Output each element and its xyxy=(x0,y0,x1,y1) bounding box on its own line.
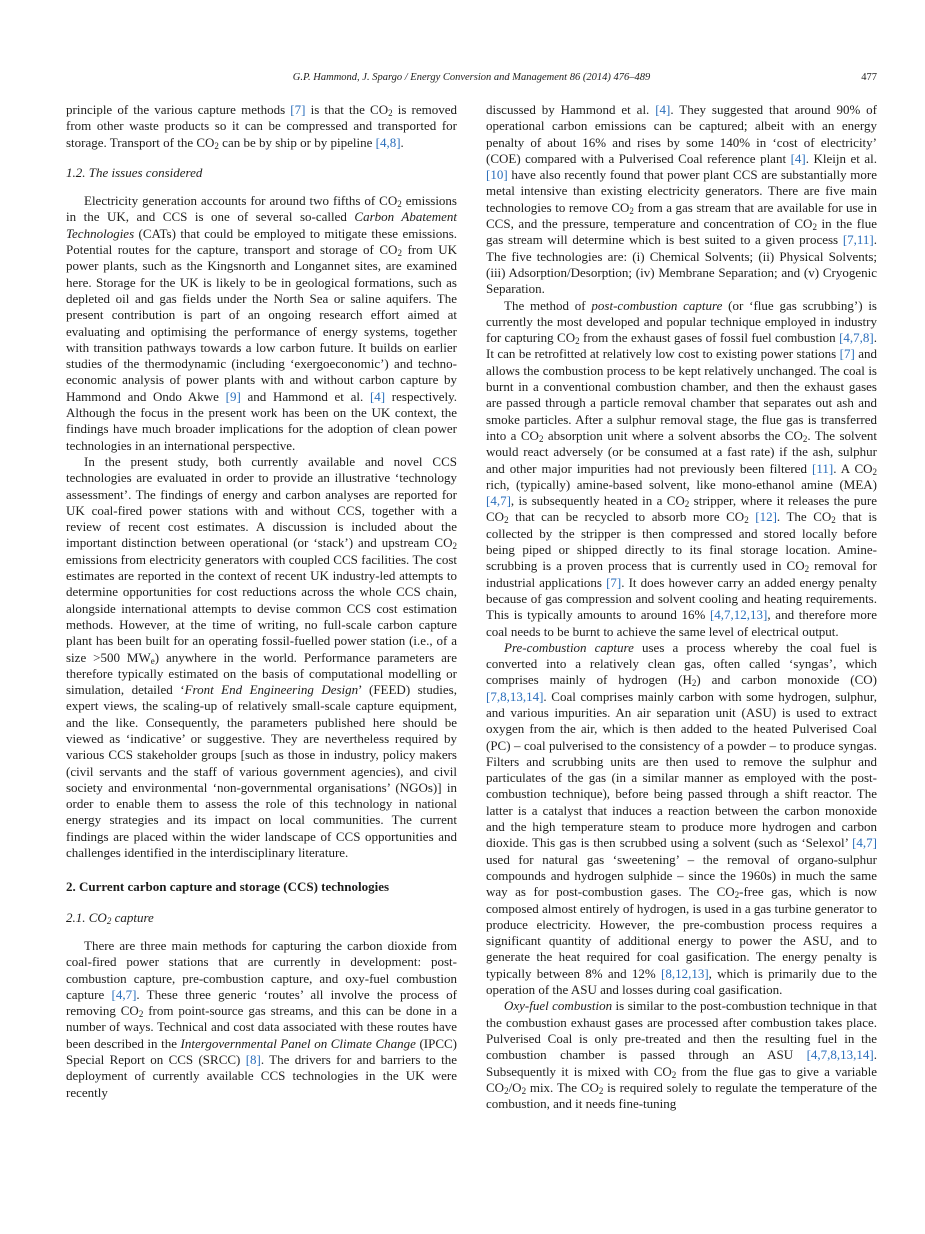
page-number: 477 xyxy=(861,72,877,83)
paragraph: There are three main methods for capturing the carbon dioxide from coal-fired power stations that are currently in development: post-combustion capture, pre-combustion capture, and oxy-fuel combustion capture [4,7]. These three generic ‘routes’ all involve the process of removing $CO_2$ from point-source gas streams, and this can be done in a number of ways. Technical and cost data associated with these routes have been described in the Intergovernmental Panel on Climate Change (IPCC) Special Report on CCS (SRCC) [8]. The drivers for and barriers to the deployment of currently available CCS technologies in the UK were recently xyxy=(66,937,458,1100)
paragraph: Oxy-fuel combustion is similar to the post-combustion technique in that the combustion exhaust gases are processed after combustion takes place. Pulverised Coal is only pre-treated and then the resulting fuel in the combustion chamber is passed through an ASU [4,7,8,13,14]. Subsequently it is mixed with $CO_2$ from the flue gas to give a variable $CO_2/O_2$ mix. The $CO_2$ is required solely to regulate the temperature of the combustion, and it needs fine-tuning xyxy=(486,998,877,1112)
section-heading-1-2: 1.2. The issues considered xyxy=(66,164,203,180)
paragraph: Electricity generation accounts for around two fifths of $CO_2$ emissions in the UK, and CCS is one of several so-called Carbon Abatement Technologies (CATs) that could be employed to mitigate these emissions. Potential routes for the capture, transport and storage of $CO_2$ from UK power plants, such as the Kingsnorth and Longannet sites, are examined here. Storage for the UK is likely to be in geological formations, such as depleted oil and gas fields under the North Sea or saline aquifers. The present contribution is part of an ongoing research effort aimed at evaluating and optimising the performance of energy systems, together with transition pathways towards a low carbon future. It builds on earlier studies of the thermodynamic (including ‘exergoeconomic’) and techno-economic analysis of power plants with and without carbon capture by Hammond and Ondo Akwe [9] and Hammond et al. [4] respectively. Although the focus in the present work has been on the UK context, the findings have much broader implications for the adoption of clean power technologies in an international perspective. xyxy=(66,193,458,453)
citation-link[interactable]: [9] xyxy=(225,388,241,404)
citation-link[interactable]: [4,7,8,13,14] xyxy=(806,1047,874,1063)
citation-link[interactable]: [4,8] xyxy=(375,134,401,150)
left-column xyxy=(66,102,457,1101)
running-head-text: G.P. Hammond, J. Spargo / Energy Conversion and Management 86 (2014) 476–489 xyxy=(292,72,651,83)
right-column xyxy=(486,102,877,1112)
citation-link[interactable]: [7,8,13,14] xyxy=(486,688,544,704)
citation-link[interactable]: [7] xyxy=(290,102,306,117)
citation-link[interactable]: [4,7] xyxy=(111,986,137,1002)
paragraph: principle of the various capture methods [7] is that the $CO_2$ is removed from other waste products so it can be compressed and transported for storage. Transport of the $CO_2$ can be by ship or by pipeline [4,8]. xyxy=(66,102,458,151)
citation-link[interactable]: [4] xyxy=(369,388,386,404)
citation-link[interactable]: [10] xyxy=(486,167,508,183)
citation-link[interactable]: [4,7] xyxy=(852,835,877,851)
citation-link[interactable]: [4,7,12,13] xyxy=(709,607,768,623)
citation-link[interactable]: [11] xyxy=(812,460,834,476)
citation-link[interactable]: [7,11] xyxy=(842,232,874,248)
citation-link[interactable]: [4] xyxy=(655,102,671,117)
citation-link[interactable]: [12] xyxy=(755,509,777,525)
citation-link[interactable]: [4,7] xyxy=(486,493,511,509)
section-heading-2-1: 2.1. $CO_2$ capture xyxy=(66,909,154,926)
paragraph: In the present study, both currently available and novel CCS technologies are evaluated in order to provide an illustrative ‘technology assessment’. The findings of energy and carbon analyses are reported for UK coal-fired power stations with and without CCS, together with a review of recent cost estimates. A discussion is included about the important distinction between operational (or ‘stack’) and upstream $CO_2$ emissions from electricity generators with coupled CCS facilities. The cost estimates are reported in the context of recent UK industry-led attempts to determine opportunities for cost reductions across the whole CCS chain, alongside international attempts to devise common CCS cost estimation methods. However, at the time of writing, no full-scale carbon capture plant has been built for an operating fossil-fuelled power station (i.e., of a size >500 $MW_e$) anywhere in the world. Performance parameters are therefore typically estimated on the basis of computational modelling or simulation, detailed ‘Front End Engineering Design’ (FEED) studies, expert views, the scaling-up of relatively small-scale capture equipment, and the like. Consequently, the parameters published here should be viewed as ‘indicative’ or suggestive. They are nevertheless required by various CCS stakeholder groups [such as those in industry, policy makers (civil servants and the staff of various government agencies), and civil society and environmental ‘non-governmental organisations’ (NGOs)] in order to enable them to assess the role of this technology in national energy strategies and its impact on local communities. The current findings are placed within the wider landscape of CCS opportunities and challenges identified in the interdisciplinary literature. xyxy=(66,453,458,861)
section-heading-2: 2. Current carbon capture and storage (CCS) technologies xyxy=(66,879,390,895)
citation-link[interactable]: [8,12,13] xyxy=(660,965,709,981)
citation-link[interactable]: [8] xyxy=(245,1052,261,1068)
citation-link[interactable]: [4] xyxy=(790,150,806,166)
running-header xyxy=(66,72,877,88)
paragraph: Pre-combustion capture uses a process whereby the coal fuel is converted into a relatively clean gas, often called ‘syngas’, which comprises mainly of hydrogen $(H_2)$ and carbon monoxide (CO) [7,8,13,14]. Coal comprises mainly carbon with some hydrogen, sulphur, and various impurities. An air separation unit (ASU) is used to extract oxygen from the air, which is then added to the heated Pulverised Coal (PC) – coal pulverised to the consistency of a powder – to produce syngas. Filters and scrubbing units are then used to remove the sulphur and particulates of the gas (in a similar manner as employed with the post-combustion technique), before being passed through a shift reactor. The latter is a catalyst that induces a reaction between the carbon monoxide and the high temperature steam to produce more hydrogen and carbon dioxide. This gas is then scrubbed using a solvent (such as ‘Selexol’ [4,7] used for natural gas ‘sweetening’ – the removal of organo-sulphur compounds and hydrogen sulphide – since the 1960s) in much the same way as for post-combustion gases. The $CO_2$-free gas, which is now composed almost entirely of hydrogen, is used in a gas turbine generator to produce electricity. However, the pre-combustion process requires a significant quantity of additional energy to power the ASU, and to generate the heat required for coal gasification. The energy penalty is typically between 8% and 12% [8,12,13], which is primarily due to the operation of the ASU and losses during coal gasification. xyxy=(486,639,877,998)
citation-link[interactable]: [4,7,8] xyxy=(839,330,874,346)
paragraph: discussed by Hammond et al. [4]. They suggested that around 90% of operational carbon emissions can be captured; albeit with an energy penalty of about 16% and rises by some 140% in ‘cost of electricity’ (COE) compared with a Pulverised Coal reference plant [4]. Kleijn et al. [10] have also recently found that power plant CCS are substantially more metal intensive than existing electricity generators. There are five main technologies to remove $CO_2$ from a gas stream that are available for use in CCS, and the pressure, temperature and concentration of $CO_2$ in the flue gas stream will determine which is best suited to a given process [7,11]. The five technologies are: (i) Chemical Solvents; (ii) Physical Solvents; (iii) Adsorption/Desorption; (iv) Membrane Separation; and (v) Cryogenic Separation. xyxy=(486,102,878,297)
paragraph: The method of post-combustion capture (or ‘flue gas scrubbing’) is currently the most developed and popular technique employed in industry for capturing $CO_2$ from the exhaust gases of fossil fuel combustion [4,7,8]. It can be retrofitted at relatively low cost to existing power stations [7] and allows the combustion process to be kept relatively unchanged. The coal is burnt in a conventional combustion chamber, and then the exhaust gases are passed through a particle removal chamber that separates out ash and smoke particles. After a sulphur removal stage, the flue gas is transferred into a $CO_2$ absorption unit where a solvent absorbs the $CO_2$. The solvent would react adversely (or be consumed at a fast rate) if the ash, sulphur and other major impurities had not previously been filtered [11]. A $CO_2$ rich, (typically) amine-based solvent, like mono-ethanol amine (MEA) [4,7], is subsequently heated in a $CO_2$ stripper, where it releases the pure $CO_2$ that can be recycled to absorb more $CO_2$ [12]. The $CO_2$ that is collected by the stripper is then compressed and stored locally before being piped or shipped directly to its final storage location. Amine-scrubbing is a proven process that is currently used in $CO_2$ removal for industrial applications [7]. It does however carry an added energy penalty because of gas compression and solvent cooling and heating requirements. This is typically amounts to around 16% [4,7,12,13], and therefore more coal needs to be burnt to achieve the same level of electrical output. xyxy=(486,297,878,639)
citation-link[interactable]: [7] xyxy=(606,574,622,590)
citation-link[interactable]: [7] xyxy=(839,346,855,362)
